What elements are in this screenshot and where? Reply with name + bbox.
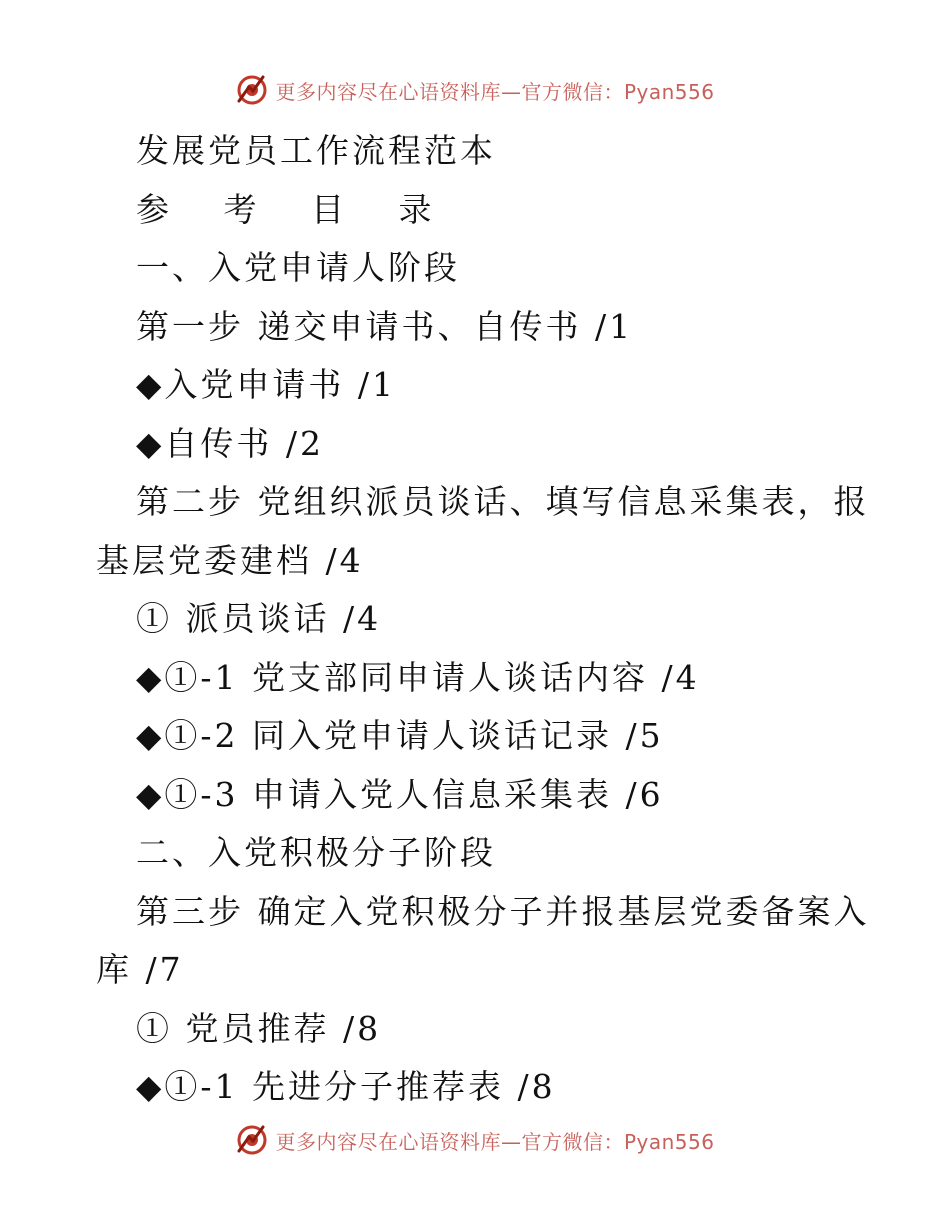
toc-line: 二、入党积极分子阶段: [136, 833, 496, 872]
toc-line: 第二步 党组织派员谈话、填写信息采集表，报: [136, 482, 870, 521]
toc-line: ◆①-3 申请入党人信息采集表 /6: [136, 774, 664, 814]
footer-watermark: [0, 1120, 950, 1160]
watermark-text: 更多内容尽在心语资料库—官方微信：Pyan556: [275, 1129, 715, 1154]
toc-line: ◆①-2 同入党申请人谈话记录 /5: [136, 716, 664, 755]
header-watermark: [0, 70, 950, 110]
toc-line: ◆①-1 先进分子推荐表 /8: [136, 1067, 556, 1106]
toc-line: ① 党员推荐 /8: [136, 1008, 382, 1048]
toc-line: 第三步 确定入党积极分子并报基层党委备案入: [136, 891, 870, 931]
toc-line: ◆自传书 /2: [136, 423, 324, 463]
watermark-text: 更多内容尽在心语资料库—官方微信：Pyan556: [275, 79, 715, 104]
toc-line: 基层党委建档 /4: [96, 540, 364, 580]
toc-line: ① 派员谈话 /4: [136, 599, 382, 638]
toc-line: ◆入党申请书 /1: [136, 365, 396, 404]
toc-line: 第一步 递交申请书、自传书 /1: [136, 306, 634, 346]
document-body: [96, 122, 870, 1117]
toc-line: 一、入党申请人阶段: [136, 248, 460, 287]
toc-heading: 参 考 目 录: [136, 189, 454, 229]
document-title: 发展党员工作流程范本: [136, 131, 496, 170]
toc-line: ◆①-1 党支部同申请人谈话内容 /4: [136, 657, 700, 697]
logo-icon: [235, 73, 269, 107]
logo-icon: [235, 1123, 269, 1157]
toc-line: 库 /7: [96, 950, 184, 989]
